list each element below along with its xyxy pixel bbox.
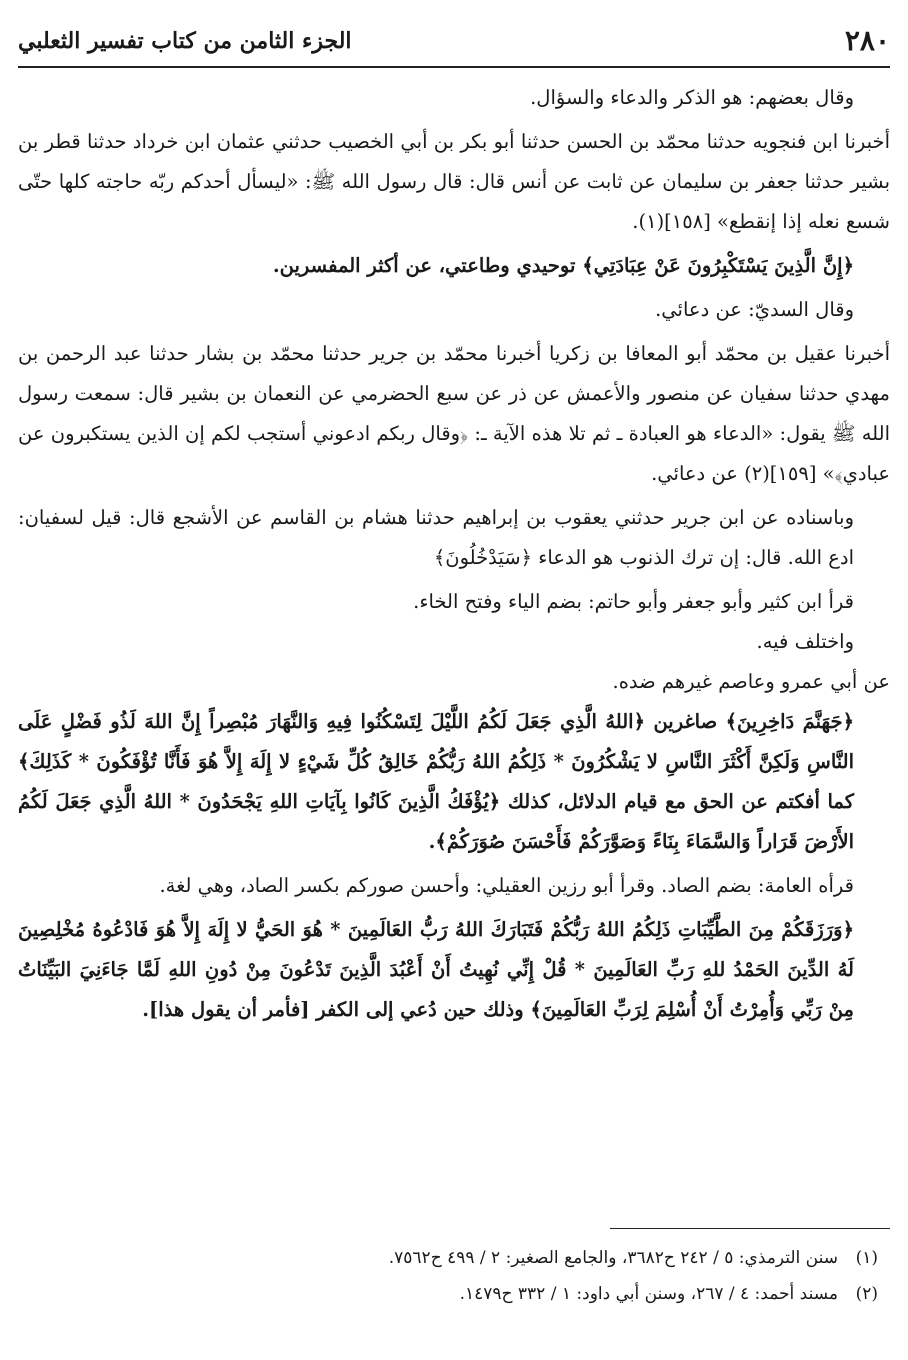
footnote [18, 1240, 890, 1276]
footnote-number: (١) [855, 1248, 878, 1268]
page-body [18, 78, 890, 1030]
paragraph: وقال السديّ: عن دعائي. [655, 298, 854, 321]
paragraph: قرأ ابن كثير وأبو جعفر وأبو حاتم: بضم الياء وفتح الخاء. [413, 590, 854, 613]
paragraph: وباسناده عن ابن جرير حدثني يعقوب بن إبراهيم حدثنا هشام بن القاسم عن الأشجع قال: قيل لسفيان: ادع الله. قال: إن ترك الذنوب هو الدعاء ﴿سَيَدْخُلُونَ﴾ [18, 506, 854, 569]
running-title: الجزء الثامن من كتاب تفسير الثعلبي [18, 28, 352, 54]
page-header [18, 18, 890, 68]
paragraph: قرأه العامة: بضم الصاد. وقرأ أبو رزين العقيلي: وأحسن صوركم بكسر الصاد، وهي لغة. [159, 874, 854, 897]
paragraph: أخبرنا ابن فنجويه حدثنا محمّد بن الحسن حدثنا أبو بكر بن أبي الخصيب حدثني عثمان ابن خرداد حدثنا قطر بن بشير حدثنا جعفر بن سليمان عن ثابت عن أنس قال: قال رسول الله ﷺ: «ليسأل أحدكم ربّه حاجته كلها حتّى شسع نعله إذا إنقطع» [١٥٨](١). [18, 130, 890, 233]
footnote-number: (٢) [855, 1284, 878, 1304]
paragraph: عن أبي عمرو وعاصم غيرهم ضده. [612, 670, 890, 693]
page-number: ٢٨٠ [844, 24, 890, 57]
footnote-separator [610, 1228, 890, 1229]
footnote-text: سنن الترمذي: ٥ / ٢٤٢ ح٣٦٨٢، والجامع الصغير: ٢ / ٤٩٩ ح٧٥٦٢. [388, 1248, 838, 1268]
footnote [18, 1276, 890, 1312]
quran-paragraph: ﴿وَرَزَقَكُمْ مِنَ الطَّيِّبَاتِ ذَلِكُمُ اللهُ رَبُّكُمْ فَتَبَارَكَ اللهُ رَبُّ العَالَمِينَ * هُوَ الحَيُّ لا إِلَهَ إِلاَّ هُوَ فَادْعُوهُ مُخْلِصِينَ لَهُ الدِّينَ الحَمْدُ للهِ رَبِّ العَالَمِينَ * قُلْ إِنِّي نُهِيتُ أَنْ أَعْبُدَ الَّذِينَ تَدْعُونَ مِنْ دُونِ اللهِ لَمَّا جَاءَنِيَ البَيِّنَاتُ مِنْ رَبِّي وَأُمِرْتُ أَنْ أُسْلِمَ لِرَبِّ العَالَمِينَ﴾ وذلك حين دُعي إلى الكفر [فأمر أن يقول هذا]. [18, 918, 854, 1021]
paragraph: واختلف فيه. [756, 630, 854, 653]
footnotes [18, 1240, 890, 1312]
quran-paragraph: ﴿جَهَنَّمَ دَاخِرِينَ﴾ صاغرين ﴿اللهُ الَّذِي جَعَلَ لَكُمُ اللَّيْلَ لِتَسْكُنُوا فِيهِ وَالنَّهَارَ مُبْصِراً إِنَّ اللهَ لَذُو فَضْلٍ عَلَى النَّاسِ وَلَكِنَّ أَكْثَرَ النَّاسِ لا يَشْكُرُونَ * ذَلِكُمُ اللهُ رَبُّكُمْ خَالِقُ كُلِّ شَيْءٍ لا إِلَهَ إِلاَّ هُوَ فَأَنَّا تُؤْفَكُونَ * كَذَلِكَ﴾ كما أفكتم عن الحق مع قيام الدلائل، كذلك ﴿يُؤْفَكُ الَّذِينَ كَانُوا بِآيَاتِ اللهِ يَجْحَدُونَ * اللهُ الَّذِي جَعَلَ لَكُمُ الأَرْضَ قَرَاراً وَالسَّمَاءَ بِنَاءً وَصَوَّرَكُمْ فَأَحْسَنَ صُوَرَكُمْ﴾. [18, 710, 854, 853]
footnote-text: مسند أحمد: ٤ / ٢٦٧، وسنن أبي داود: ١ / ٣٣٢ ح١٤٧٩. [459, 1284, 838, 1304]
paragraph: وقال بعضهم: هو الذكر والدعاء والسؤال. [530, 86, 854, 109]
quran-paragraph: ﴿إِنَّ الَّذِينَ يَسْتَكْبِرُونَ عَنْ عِبَادَتِي﴾ توحيدي وطاعتي، عن أكثر المفسرين. [272, 254, 854, 277]
paragraph: أخبرنا عقيل بن محمّد أبو المعافا بن زكريا أخبرنا محمّد بن جرير حدثنا محمّد بن بشار حدثنا عبد الرحمن بن مهدي حدثنا سفيان عن منصور والأعمش عن ذر عن سبع الحضرمي عن النعمان بن بشير قال: سمعت رسول الله ﷺ يقول: «الدعاء هو العبادة ـ ثم تلا هذه الآية ـ: ﴿وقال ربكم ادعوني أستجب لكم إن الذين يستكبرون عن عبادي﴾» [١٥٩](٢) عن دعائي. [18, 342, 890, 485]
